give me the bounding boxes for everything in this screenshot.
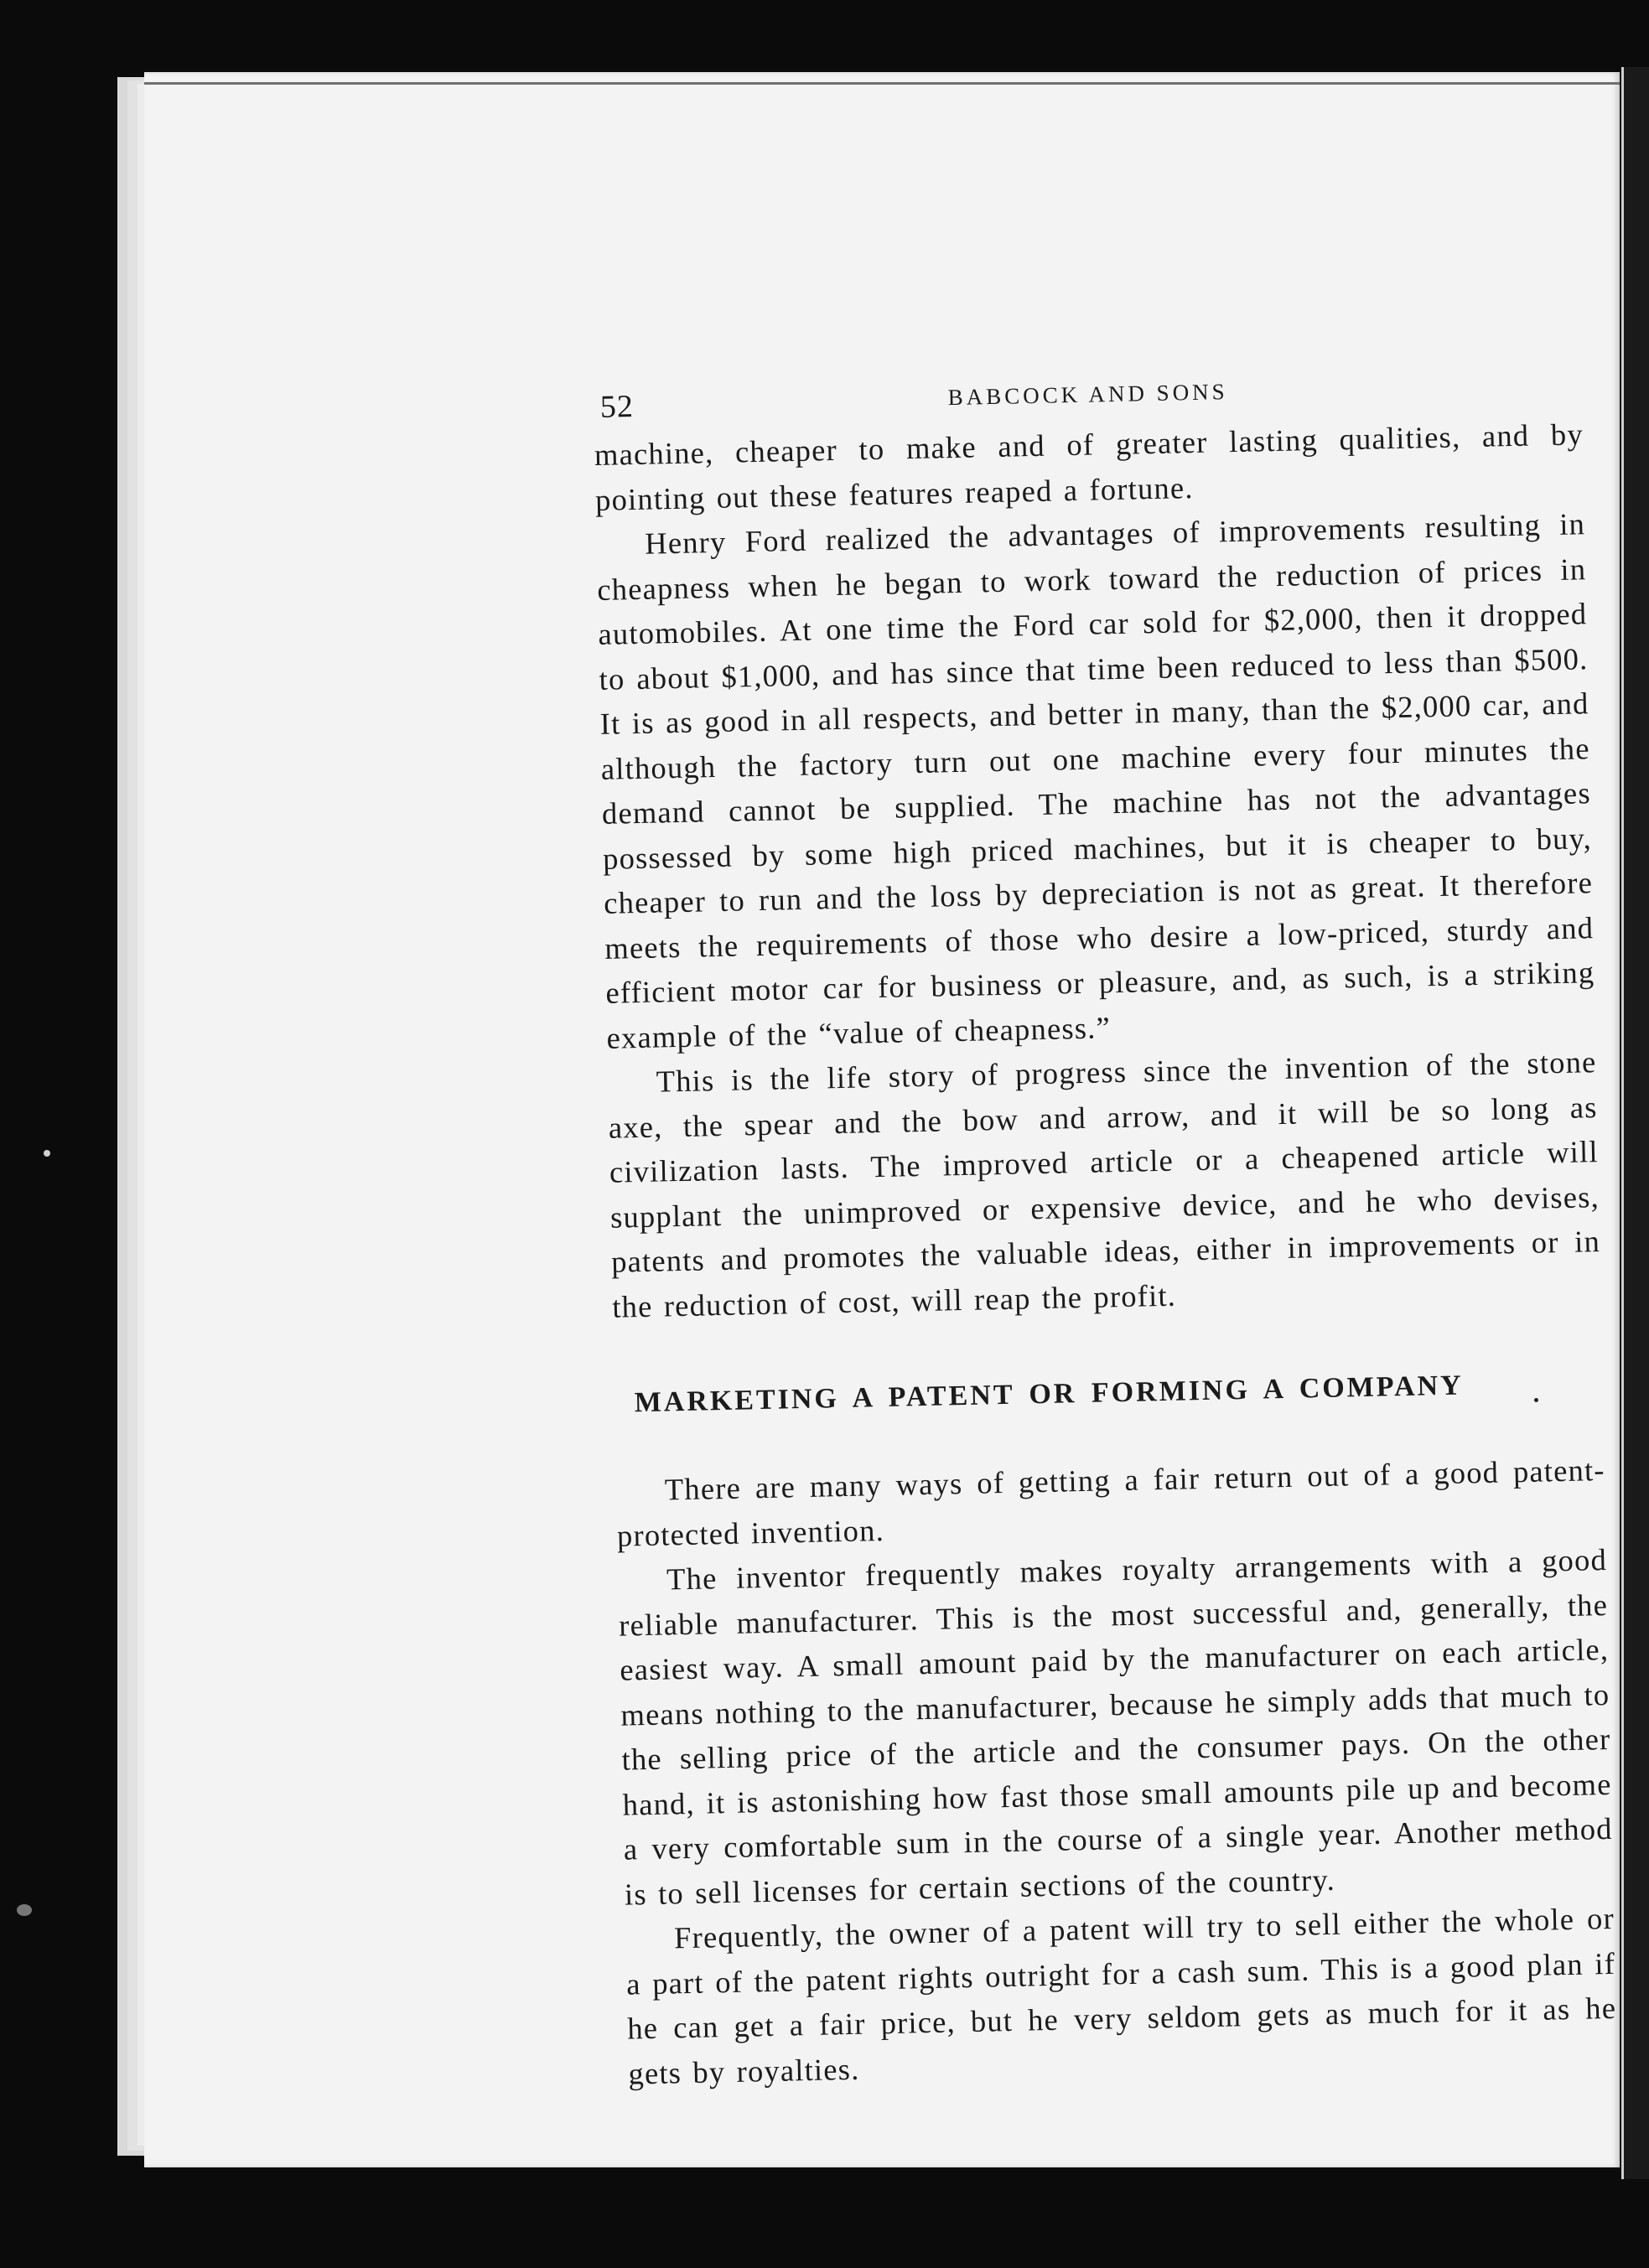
scanner-margin bbox=[1621, 67, 1649, 2179]
scan-speck bbox=[17, 1904, 32, 1916]
scan-speck bbox=[44, 1150, 50, 1157]
scanned-page bbox=[144, 72, 1620, 2167]
section-heading: MARKETING A PATENT OR FORMING A COMPANY bbox=[634, 1370, 1465, 1419]
paragraph: Henry Ford realized the advantages of improvements resulting in cheapness when he began to work toward the reduction of prices in automobiles. At one time the Ford car sold for $2,000, then it dropped to about $1,000, and has since that time been reduced to less than $500. It is as good in all respects, and better in many, than the $2,000 car, and although the factory turn out one machine every four minutes the demand cannot be supplied. The machine has not the advantages possessed by some high priced machines, but it is cheaper to buy, cheaper to run and the loss by depreciation is not as great. It therefore meets the requirements of those who desire a low-priced, sturdy and efficient motor car for business or pleasure, and, as such, is a striking example of the “value of cheapness.” bbox=[596, 506, 1595, 1055]
paragraph: This is the life story of progress since the invention of the stone axe, the spear and the bow and arrow, and it will be so long as civilization lasts. The improved article or a cheapened article will supplant the unimproved or expensive device, and he who devises, patents and promotes the valuable ideas, either in improvements or in the reduction of cost, will reap the profit. bbox=[608, 1044, 1601, 1324]
paragraph: The inventor frequently makes royalty arrangements with a good reliable manufacturer. This is the most successful and, generally, the easiest way. A small amount paid by the manufacturer on each article, means nothing to the manufacturer, because he simply adds that much to the selling price of the article and the consumer pays. On the other hand, it is astonishing how fast those small amounts pile up and become a very comfortable sum in the course of a single year. Another method is to sell licenses for certain sections of the country. bbox=[618, 1541, 1614, 1912]
text-block bbox=[593, 353, 1618, 2095]
running-head-title: BABCOCK AND SONS bbox=[947, 379, 1228, 411]
paragraph: Frequently, the owner of a patent will try to sell either the whole or a part of the patent rights outright for a cash sum. This is a good plan if he can get a fair price, but he very seldom gets as much for it as he gets by royalties. bbox=[625, 1900, 1617, 2091]
scan-speck bbox=[1534, 1398, 1538, 1402]
page-number: 52 bbox=[599, 388, 635, 425]
paragraph: There are many ways of getting a fair return out of a good patent-protected invention. bbox=[616, 1452, 1606, 1553]
paragraph: machine, cheaper to make and of greater lasting qualities, and by pointing out these features reaped a fortune. bbox=[594, 417, 1584, 517]
